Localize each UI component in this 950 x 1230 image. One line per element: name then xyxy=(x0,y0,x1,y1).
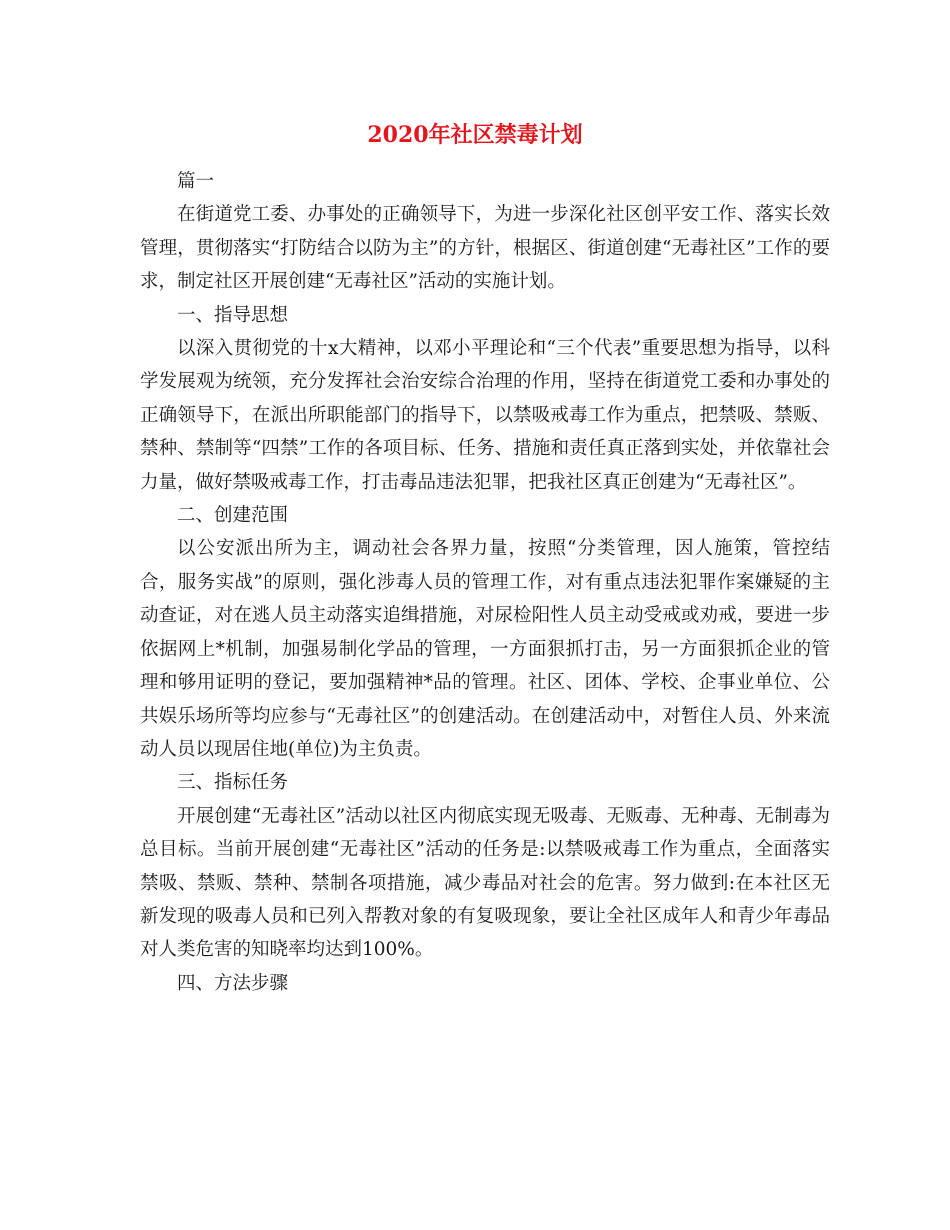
intro-paragraph: 在街道党工委、办事处的正确领导下，为进一步深化社区创平安工作、落实长效管理，贯彻落实“打防结合以防为主”的方针，根据区、街道创建“无毒社区”工作的要求，制定社区开展创建“无毒社区”活动的实施计划。 xyxy=(140,204,830,293)
targets-paragraph: 开展创建“无毒社区”活动以社区内彻底实现无吸毒、无贩毒、无种毒、无制毒为总目标。当前开展创建“无毒社区”活动的任务是:以禁吸戒毒工作为重点，全面落实禁吸、禁贩、禁种、禁制各项措施，减少毒品对社会的危害。努力做到:在本社区无新发现的吸毒人员和已列入帮教对象的有复吸现象，要让全社区成年人和青少年毒品对人类危害的知晓率均达到100%。 xyxy=(140,805,830,961)
section-heading-targets: 三、指标任务 xyxy=(177,772,289,794)
section-label-part-one: 篇一 xyxy=(177,171,215,192)
section-heading-methods: 四、方法步骤 xyxy=(177,972,289,994)
document-body xyxy=(140,165,830,1000)
guiding-ideology-paragraph: 以深入贯彻党的十x大精神，以邓小平理论和“三个代表”重要思想为指导，以科学发展观为统领，充分发挥社会治安综合治理的作用，坚持在街道党工委和办事处的正确领导下，在派出所职能部门的指导下，以禁吸戒毒工作为重点，把禁吸、禁贩、禁种、禁制等“四禁”工作的各项目标、任务、措施和责任真正落到实处，并依靠社会力量，做好禁吸戒毒工作，打击毒品违法犯罪，把我社区真正创建为“无毒社区”。 xyxy=(140,338,830,493)
document-title: 2020年社区禁毒计划 xyxy=(367,122,583,148)
section-heading-guiding-ideology: 一、指导思想 xyxy=(177,304,289,326)
scope-paragraph: 以公安派出所为主，调动社会各界力量，按照“分类管理，因人施策，管控结合，服务实战”的原则，强化涉毒人员的管理工作，对有重点违法犯罪作案嫌疑的主动查证，对在逃人员主动落实追缉措施，对尿检阳性人员主动受戒或劝戒，要进一步依据网上*机制，加强易制化学品的管理，一方面狠抓打击，另一方面狠抓企业的管理和够用证明的登记，要加强精神*品的管理。社区、团体、学校、企事业单位、公共娱乐场所等均应参与“无毒社区”的创建活动。在创建活动中，对暂住人员、外来流动人员以现居住地(单位)为主负责。 xyxy=(140,538,830,760)
section-heading-scope: 二、创建范围 xyxy=(177,505,289,527)
